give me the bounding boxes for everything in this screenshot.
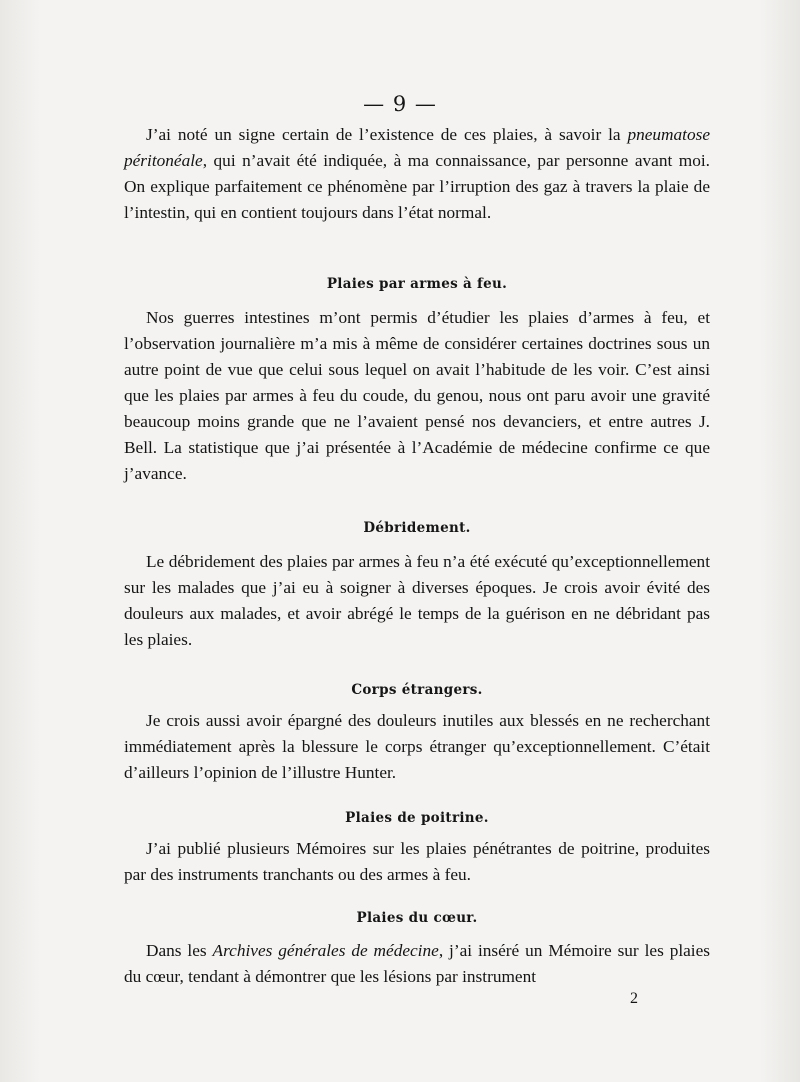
coeur-italic-title: Archives générales de médecine xyxy=(212,941,439,960)
poitrine-section xyxy=(124,836,710,888)
heading-coeur: Plaies du cœur. xyxy=(356,910,478,926)
coeur-paragraph xyxy=(124,938,710,990)
heading-corps-etrangers: Corps étrangers. xyxy=(351,682,483,698)
debridement-paragraph: Le débridement des plaies par armes à feu n’a été exécuté qu’exceptionnellement sur les malades que j’ai eu à soigner à diverses époques. Je crois avoir évité des douleurs aux malades, et avoir abrégé le temps de la guérison en ne débridant pas les plaies. xyxy=(124,552,710,649)
signature-mark: 2 xyxy=(630,990,638,1007)
coeur-section xyxy=(124,938,710,990)
heading-poitrine: Plaies de poitrine. xyxy=(345,810,489,826)
intro-italic-term: pneumatose péritonéale xyxy=(124,125,710,170)
coeur-text-end: , j’ai inséré un Mémoire sur les plaies du cœur, tendant à démontrer que les lésions par instrument xyxy=(124,941,711,986)
armes-a-feu-section xyxy=(124,305,710,487)
intro-section xyxy=(124,122,710,226)
heading-armes-a-feu: Plaies par armes à feu. xyxy=(326,276,508,292)
corps-etrangers-section xyxy=(124,708,710,786)
heading-debridement: Débridement. xyxy=(363,520,471,536)
coeur-text-start: Dans les xyxy=(146,941,213,960)
intro-paragraph xyxy=(124,122,710,226)
poitrine-paragraph: J’ai publié plusieurs Mémoires sur les plaies pénétrantes de poitrine, produites par des instruments tranchants ou des armes à feu. xyxy=(124,839,710,884)
page-number: — 9 — xyxy=(363,92,437,116)
armes-a-feu-paragraph: Nos guerres intestines m’ont permis d’étudier les plaies d’armes à feu, et l’observation journalière m’a mis à même de considérer certaines doctrines sous un autre point de vue que celui sous lequel on avait l’habitude de les voir. C’est ainsi que les plaies par armes à feu du coude, du genou, nous ont paru avoir une gravité beaucoup moins grande que ne l’avaient pensé nos devanciers, et entre autres J. Bell. La statistique que j’ai présentée à l’Académie de médecine confirme ce que j’avance. xyxy=(124,308,710,483)
intro-text-start: J’ai noté un signe certain de l’existence de ces plaies, à savoir la xyxy=(146,125,628,144)
debridement-section xyxy=(124,549,710,653)
intro-text-end: , qui n’avait été indiquée, à ma connaissance, par personne avant moi. On explique parfaitement ce phénomène par l’irruption des gaz à travers la plaie de l’intestin, qui en contient toujours dans l’état normal. xyxy=(124,151,710,222)
corps-etrangers-paragraph: Je crois aussi avoir épargné des douleurs inutiles aux blessés en ne recherchant immédiatement après la blessure le corps étranger qu’exceptionnellement. C’était d’ailleurs l’opinion de l’illustre Hunter. xyxy=(124,711,710,782)
